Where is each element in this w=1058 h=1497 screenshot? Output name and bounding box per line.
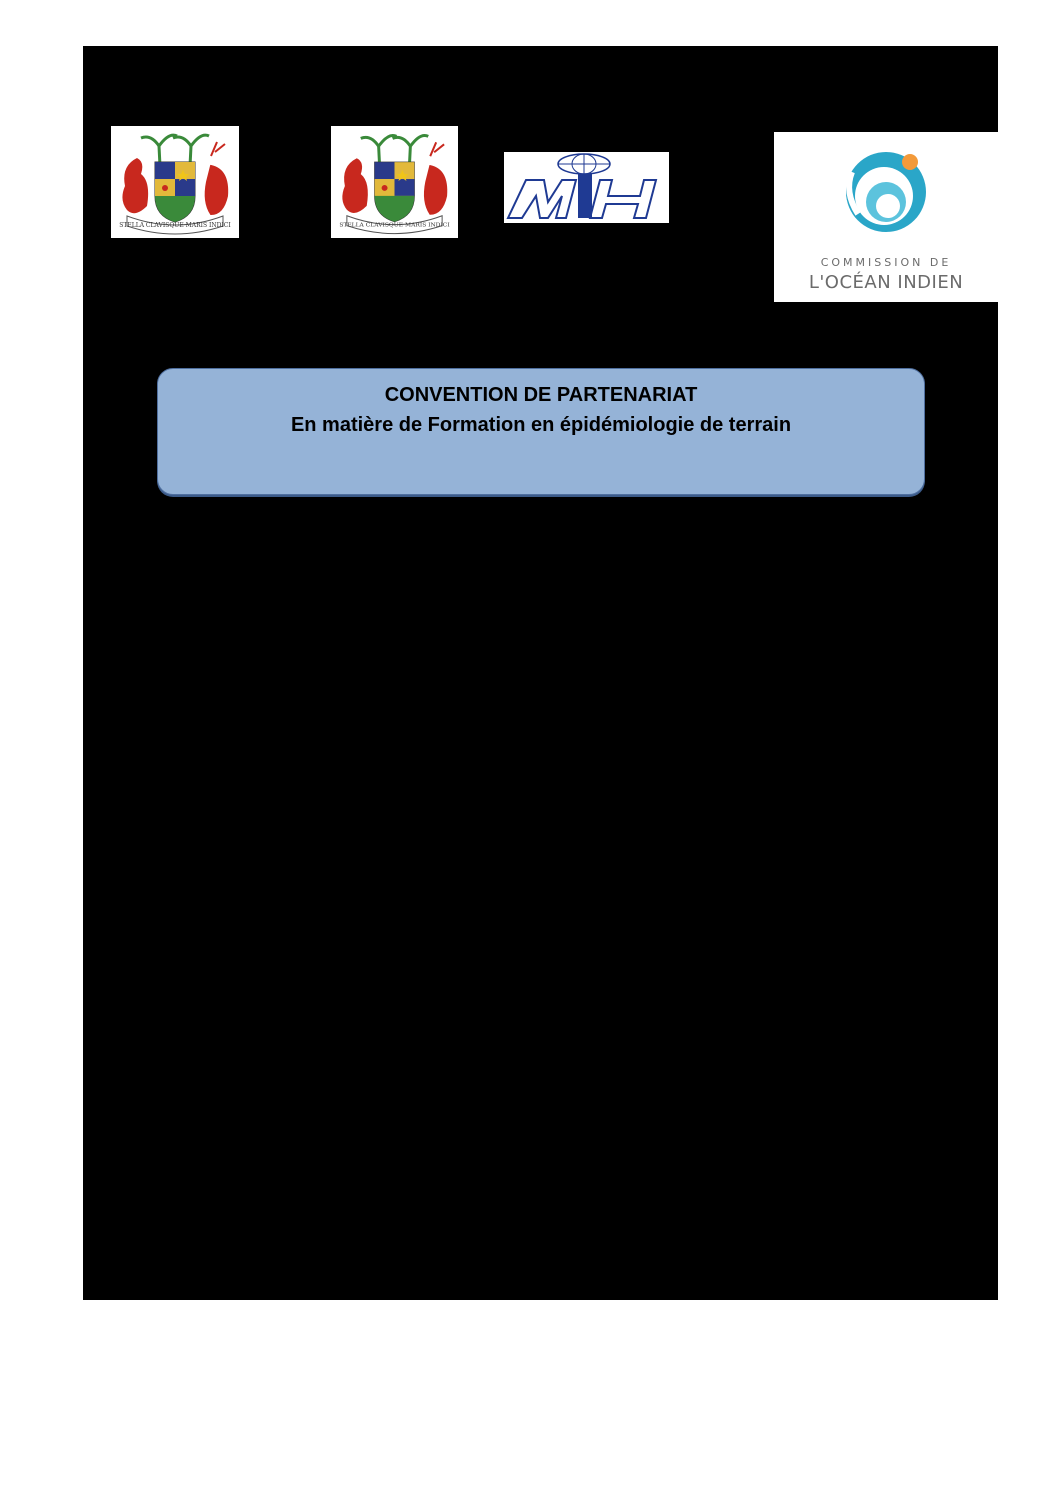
coi-logo (774, 132, 998, 302)
coi-swirl-icon (774, 132, 998, 256)
coat-of-arms-logo-left (111, 126, 239, 238)
mih-logo (504, 152, 669, 223)
coi-logo-line1: COMMISSION DE (820, 256, 952, 269)
coat-of-arms-icon (331, 126, 458, 238)
svg-text:STELLA CLAVISQUE MARIS INDICI: STELLA CLAVISQUE MARIS INDICI (119, 222, 231, 229)
document-subtitle: En matière de Formation en épidémiologie de terrain (290, 414, 792, 436)
document-title: CONVENTION DE PARTENARIAT (384, 384, 698, 406)
mih-globe-icon (504, 152, 669, 223)
svg-text:STELLA CLAVISQUE MARIS INDICI: STELLA CLAVISQUE MARIS INDICI (339, 221, 450, 229)
coat-of-arms-icon (111, 126, 239, 238)
coi-logo-line2: L'OCÉAN INDIEN (808, 272, 964, 293)
title-box (157, 368, 925, 495)
mih-logo-text: MIH (504, 152, 506, 153)
coat-of-arms-logo-right (331, 126, 458, 238)
